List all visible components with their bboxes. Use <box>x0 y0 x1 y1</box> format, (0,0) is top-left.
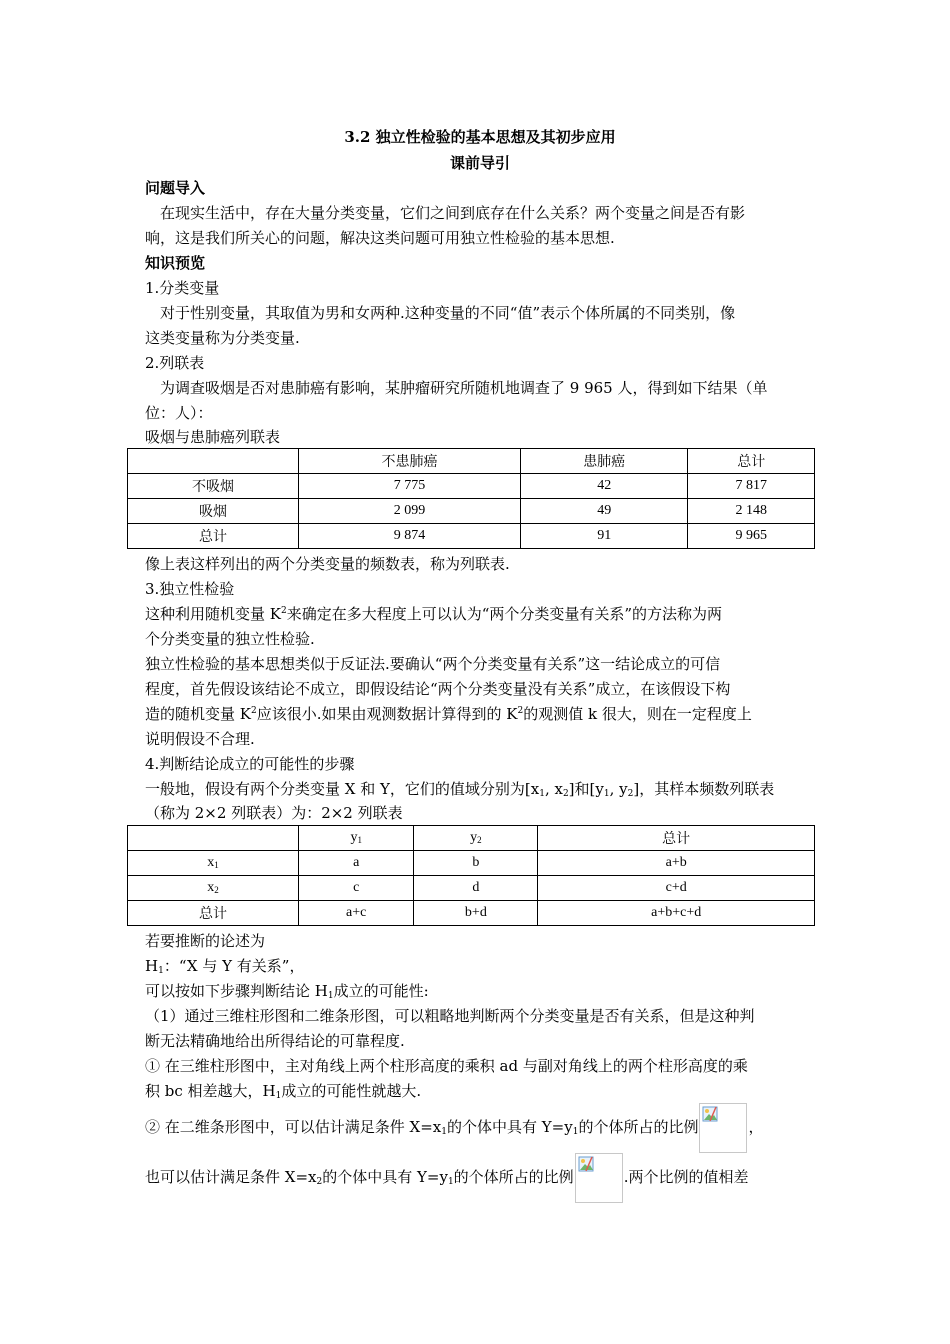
text-run: ]，其样本频数列联表 <box>633 780 775 798</box>
subscript: 1 <box>158 966 164 976</box>
table-cell: 2 148 <box>688 499 815 524</box>
paragraph-line <box>145 1081 815 1101</box>
text-run: H <box>145 957 159 975</box>
two-by-two-table <box>127 825 815 926</box>
table-cell: a <box>299 851 414 876</box>
subscript: 1 <box>603 789 610 799</box>
section-heading-preview: 知识预览 <box>145 254 206 272</box>
text-run: 也可以估计满足条件 X=x <box>145 1168 317 1186</box>
subscript: 1 <box>572 1127 579 1137</box>
text-run: y <box>350 830 358 845</box>
page-subtitle: 课前导引 <box>449 154 510 172</box>
table-cell: 9 965 <box>688 524 815 549</box>
item-title-categorical: 1.分类变量 <box>145 279 220 297</box>
table-cell: 7 817 <box>688 474 815 499</box>
text-run: ， <box>748 1118 764 1136</box>
text-run: y <box>470 830 478 845</box>
paragraph-line: 位：人）： <box>145 404 213 422</box>
paragraph-line <box>145 1152 815 1202</box>
paragraph-line: 程度，首先假设该结论不成立，即假设结论“两个分类变量没有关系”成立，在该假设下构 <box>145 680 731 698</box>
paragraph-line: 为调查吸烟是否对患肺癌有影响，某肿瘤研究所随机地调查了 9 965 人，得到如下结果（单 <box>160 379 768 397</box>
paragraph-line: 若要推断的论述为 <box>145 932 266 950</box>
page-title: 3.2 独立性检验的基本思想及其初步应用 <box>344 128 616 146</box>
paragraph-line: 响，这是我们所关心的问题，解决这类问题可用独立性检验的基本思想. <box>145 229 615 247</box>
paragraph-line: 这类变量称为分类变量. <box>145 329 300 347</box>
table-cell: 91 <box>520 524 687 549</box>
hypothesis-line <box>145 956 815 976</box>
text-run: x <box>207 855 215 870</box>
table-row <box>128 876 815 901</box>
table-cell: 42 <box>520 474 687 499</box>
paragraph-line <box>145 1102 815 1152</box>
paragraph-line <box>145 981 815 1001</box>
smoking-cancer-table <box>127 448 815 549</box>
paragraph-line: 个分类变量的独立性检验. <box>145 630 315 648</box>
table-cell: 总计 <box>538 826 815 851</box>
text-run: ]和[y <box>568 780 604 798</box>
table-cell: 总计 <box>128 524 299 549</box>
subscript: 1 <box>357 835 362 845</box>
table-header-row <box>128 449 815 474</box>
paragraph-line <box>145 779 815 799</box>
table-row <box>128 524 815 549</box>
table-cell: c <box>299 876 414 901</box>
subscript: 2 <box>477 835 482 845</box>
paragraph-line: ① 在三维柱形图中，主对角线上两个柱形高度的乘积 ad 与副对角线上的两个柱形高度的乘 <box>145 1057 748 1075</box>
table-cell: 9 874 <box>299 524 521 549</box>
text-run: 一般地，假设有两个分类变量 X 和 Y，它们的值域分别为[x <box>145 780 540 798</box>
text-run: 的观测值 k 很大，则在一定程度上 <box>523 705 752 723</box>
broken-image-icon <box>699 1103 747 1153</box>
table-cell: 总计 <box>128 901 299 926</box>
paragraph-line: 断无法精确地给出所得结论的可靠程度. <box>145 1032 405 1050</box>
table-cell: 吸烟 <box>128 499 299 524</box>
table-row <box>128 901 815 926</box>
subscript: 2 <box>627 789 634 799</box>
paragraph-line: 在现实生活中，存在大量分类变量，它们之间到底存在什么关系？两个变量之间是否有影 <box>160 204 746 222</box>
table-cell: 49 <box>520 499 687 524</box>
paragraph-line: （称为 2×2 列联表）为：2×2 列联表 <box>145 804 403 822</box>
text-run: , y <box>609 780 628 798</box>
item-title-independence: 3.独立性检验 <box>145 580 235 598</box>
table-row <box>128 474 815 499</box>
table-cell <box>128 876 299 901</box>
text-run: 可以按如下步骤判断结论 H <box>145 982 328 1000</box>
text-run: 这种利用随机变量 K <box>145 605 281 623</box>
table-cell: d <box>414 876 538 901</box>
text-run: 积 bc 相差越大，H <box>145 1082 276 1100</box>
subscript: 1 <box>441 1127 447 1137</box>
table-cell: a+c <box>299 901 414 926</box>
text-run: , x <box>544 780 563 798</box>
table-caption: 吸烟与患肺癌列联表 <box>145 428 281 446</box>
table-cell: a+b+c+d <box>538 901 815 926</box>
table-cell: 患肺癌 <box>520 449 687 474</box>
text-run: 的个体中具有 Y=y <box>322 1168 448 1186</box>
subscript: 2 <box>214 885 219 895</box>
table-cell <box>128 449 299 474</box>
paragraph-line <box>145 704 815 724</box>
table-cell: 总计 <box>688 449 815 474</box>
table-row <box>128 499 815 524</box>
table-cell: b+d <box>414 901 538 926</box>
subscript: 2 <box>562 789 569 799</box>
superscript: 2 <box>250 706 257 716</box>
table-cell <box>414 826 538 851</box>
table-cell: b <box>414 851 538 876</box>
paragraph-line: 独立性检验的基本思想类似于反证法.要确认“两个分类变量有关系”这一结论成立的可信 <box>145 655 721 673</box>
table-cell <box>299 826 414 851</box>
table-cell: 不吸烟 <box>128 474 299 499</box>
text-run: 造的随机变量 K <box>145 705 251 723</box>
paragraph-line: 说明假设不合理. <box>145 730 255 748</box>
text-run: 成立的可能性就越大. <box>281 1082 422 1100</box>
subscript: 1 <box>327 991 334 1001</box>
text-run: ：“X 与 Y 有关系”， <box>163 957 305 975</box>
item-title-contingency: 2.列联表 <box>145 354 205 372</box>
table-cell: 7 775 <box>299 474 521 499</box>
table-cell: 不患肺癌 <box>299 449 521 474</box>
subscript: 1 <box>539 789 545 799</box>
section-heading-problem: 问题导入 <box>145 179 206 197</box>
paragraph-line: 像上表这样列出的两个分类变量的频数表，称为列联表. <box>145 555 510 573</box>
text-run: 来确定在多大程度上可以认为“两个分类变量有关系”的方法称为两 <box>286 605 723 623</box>
paragraph-line <box>145 604 815 624</box>
table-row <box>128 851 815 876</box>
superscript: 2 <box>517 706 524 716</box>
text-run: .两个比例的值相差 <box>623 1168 749 1186</box>
table-cell: c+d <box>538 876 815 901</box>
broken-image-icon <box>575 1153 623 1203</box>
subscript: 1 <box>447 1177 454 1187</box>
table-cell: 2 099 <box>299 499 521 524</box>
table-cell: a+b <box>538 851 815 876</box>
subscript: 1 <box>214 860 219 870</box>
subscript: 1 <box>275 1091 282 1101</box>
text-run: 应该很小.如果由观测数据计算得到的 K <box>256 705 518 723</box>
table-cell <box>128 851 299 876</box>
text-run: ② 在二维条形图中，可以估计满足条件 X=x <box>145 1118 442 1136</box>
subscript: 2 <box>316 1177 323 1187</box>
paragraph-line: （1）通过三维柱形图和二维条形图，可以粗略地判断两个分类变量是否有关系，但是这种判 <box>145 1007 755 1025</box>
text-run: 成立的可能性: <box>333 982 429 1000</box>
text-run: x <box>207 880 215 895</box>
text-run: 的个体中具有 Y=y <box>446 1118 573 1136</box>
superscript: 2 <box>280 606 287 616</box>
table-cell <box>128 826 299 851</box>
table-header-row <box>128 826 815 851</box>
paragraph-line: 对于性别变量，其取值为男和女两种.这种变量的不同“值”表示个体所属的不同类别，像 <box>160 304 736 322</box>
item-title-steps: 4.判断结论成立的可能性的步骤 <box>145 755 355 773</box>
text-run: 的个体所占的比例 <box>453 1168 574 1186</box>
text-run: 的个体所占的比例 <box>578 1118 699 1136</box>
